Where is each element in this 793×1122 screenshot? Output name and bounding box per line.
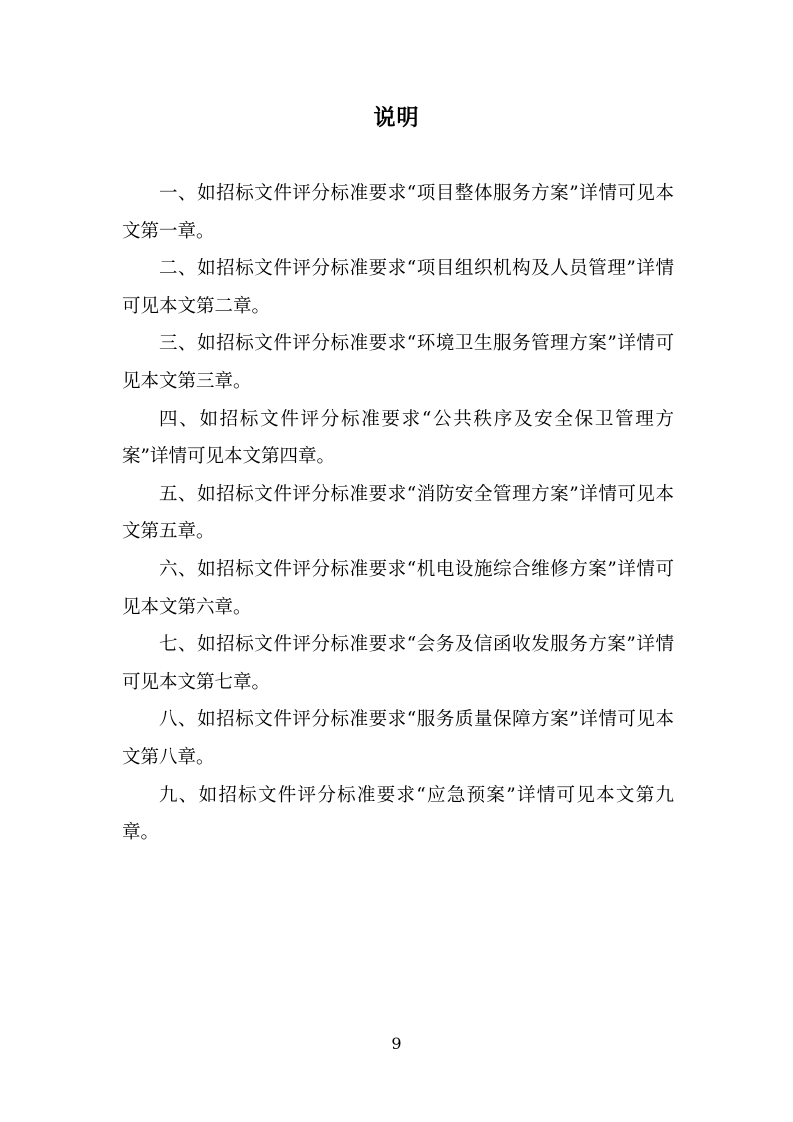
paragraph-4: 四、如招标文件评分标准要求“公共秩序及安全保卫管理方案”详情可见本文第四章。 xyxy=(122,408,674,468)
paragraph-3: 三、如招标文件评分标准要求“环境卫生服务管理方案”详情可见本文第三章。 xyxy=(122,333,674,392)
paragraph-8: 八、如招标文件评分标准要求“服务质量保障方案”详情可见本文第八章。 xyxy=(122,709,674,768)
page-title: 说明 xyxy=(373,105,420,131)
paragraph-7: 七、如招标文件评分标准要求“会务及信函收发服务方案”详情可见本文第七章。 xyxy=(122,634,674,693)
page-number: 9 xyxy=(391,1034,402,1053)
document-body xyxy=(122,175,674,852)
paragraph-1: 一、如招标文件评分标准要求“项目整体服务方案”详情可见本文第一章。 xyxy=(122,183,674,242)
paragraph-2: 二、如招标文件评分标准要求“项目组织机构及人员管理”详情可见本文第二章。 xyxy=(122,258,674,317)
paragraph-6: 六、如招标文件评分标准要求“机电设施综合维修方案”详情可见本文第六章。 xyxy=(122,558,674,618)
paragraph-9: 九、如招标文件评分标准要求“应急预案”详情可见本文第九章。 xyxy=(122,784,674,844)
paragraph-5: 五、如招标文件评分标准要求“消防安全管理方案”详情可见本文第五章。 xyxy=(122,483,674,543)
